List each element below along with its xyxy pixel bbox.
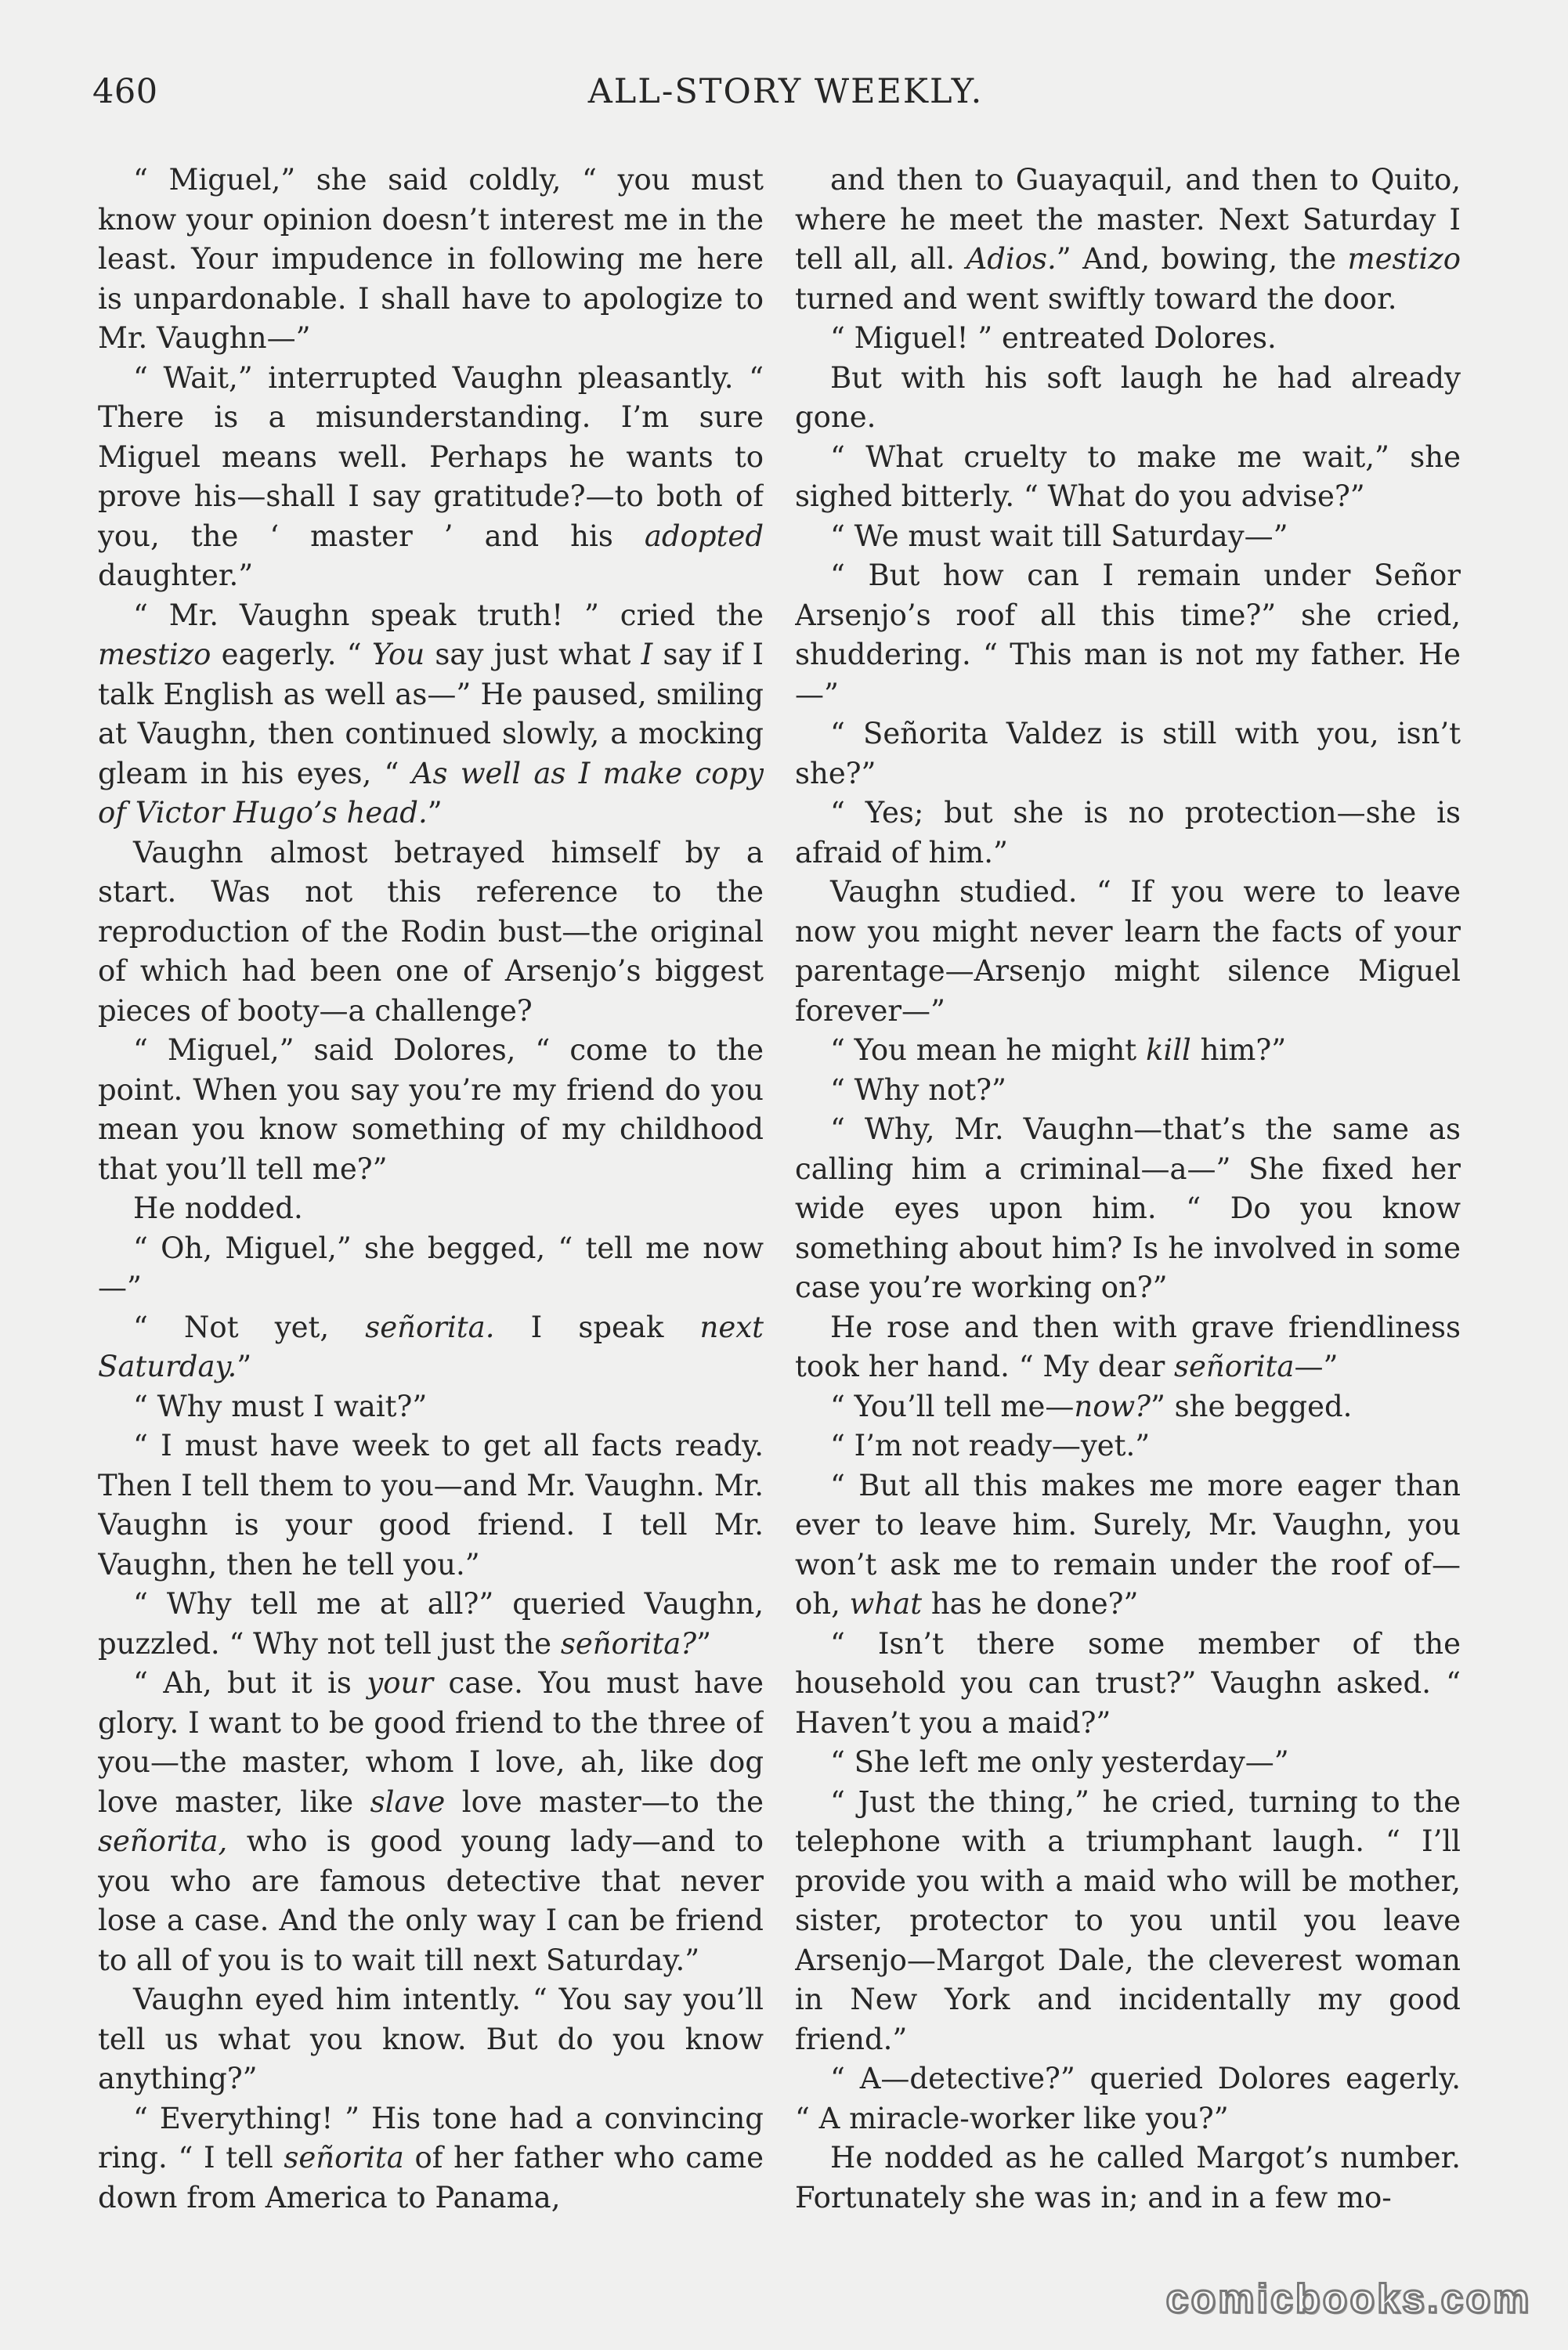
paragraph (795, 1466, 1461, 1625)
text-run: “ Everything! ” His tone had a convincing ring. “ I tell (98, 2101, 764, 2175)
paragraph (795, 1308, 1461, 1387)
paragraph (795, 873, 1461, 1031)
paragraph (98, 1387, 764, 1427)
text-run: “ Miguel! ” entreated Dolores. (830, 321, 1277, 355)
paragraph (98, 1189, 764, 1229)
text-run: ” And, bowing, the (1056, 242, 1348, 276)
paragraph (795, 1387, 1461, 1427)
paragraph (98, 2099, 764, 2218)
text-run: “ What cruelty to make me wait,” she sighed bitterly. “ What do you advise?” (795, 439, 1461, 513)
text-run: and then to Guayaquil, and then to Quito, where he meet the master. Next Saturday I tell all, all. (795, 163, 1461, 276)
paragraph (98, 1031, 764, 1189)
text-run: who is good young lady—and to you who are famous detective that never lose a case. And the only way I can be friend to all of you is to wait till next Saturday.” (98, 1824, 764, 1977)
italic-text-run: next Saturday. (98, 1310, 764, 1383)
text-run: “ But how can I remain under Señor Arsenjo’s roof all this time?” she cried, shuddering. “ This man is not my father. He—” (795, 559, 1461, 711)
text-run: “ Yes; but she is no protection—she is afraid of him.” (795, 796, 1461, 870)
text-run: “ Why, Mr. Vaughn—that’s the same as calling him a criminal—a—” She fixed her wide eyes upon him. “ Do you know something about him? Is he involved in some case you’re working on?” (795, 1112, 1461, 1304)
text-run: “ Wait,” interrupted Vaughn pleasantly. “ There is a misunderstanding. I’m sure Miguel means well. Perhaps he wants to prove his—shall I say gratitude?—to both of you, the ‘ master ’ and his (98, 360, 764, 553)
text-run: But with his soft laugh he had already gone. (795, 360, 1461, 434)
italic-text-run: señorita? (560, 1626, 697, 1661)
italic-text-run: what (849, 1587, 923, 1621)
text-run: —” (1294, 1350, 1339, 1383)
text-run: He nodded as he called Margot’s number. Fortunately she was in; and in a few mo- (795, 2141, 1461, 2214)
italic-text-run: your (367, 1666, 434, 1700)
paragraph (795, 556, 1461, 714)
italic-text-run: Adios. (966, 242, 1057, 276)
paragraph (98, 1585, 764, 1664)
italic-text-run: señorita, (98, 1824, 228, 1858)
paragraph (98, 1308, 764, 1387)
text-run: “ A—detective?” queried Dolores eagerly. “ A miracle-worker like you?” (795, 2062, 1461, 2135)
text-run: eagerly. “ (211, 638, 372, 671)
left-text-column (98, 161, 764, 2252)
italic-text-run: You (371, 638, 425, 671)
text-run: “ Oh, Miguel,” she begged, “ tell me now—” (98, 1231, 764, 1304)
text-run: ” (696, 1626, 712, 1661)
paragraph (795, 1426, 1461, 1466)
text-run: him?” (1190, 1033, 1287, 1067)
text-run: Vaughn studied. “ If you were to leave now you might never learn the facts of your parentage—Arsenjo might silence Miguel forever—” (795, 875, 1461, 1028)
paragraph (795, 714, 1461, 794)
text-run: Vaughn almost betrayed himself by a start. Was not this reference to the reproduction of the Rodin bust—the original of which had been one of Arsenjo’s biggest pieces of booty—a challenge? (98, 835, 764, 1028)
text-run: “ Just the thing,” he cried, turning to the telephone with a triumphant laugh. “ I’ll provide you with a maid who will be mother, sister, protector to you until you leave Arsenjo—Margot Dale, the cleverest woman in New York and incidentally my good friend.” (795, 1784, 1461, 2056)
paragraph (795, 1743, 1461, 1783)
text-run: say if I talk English as well as—” He paused, smiling at Vaughn, then continued slowly, a mocking gleam in his eyes, “ (98, 638, 764, 790)
paragraph (795, 2059, 1461, 2138)
paragraph (795, 1783, 1461, 2060)
text-run: “ She left me only yesterday—” (830, 1745, 1289, 1779)
paragraph (795, 319, 1461, 359)
text-run: “ Mr. Vaughn speak truth! ” cried the (133, 598, 764, 632)
text-run: “ Miguel,” she said coldly, “ you must know your opinion doesn’t interest me in the least. Your impudence in following me here is unpardonable. I shall have to apologize to Mr. Vaughn—” (98, 163, 764, 355)
paragraph (98, 1664, 764, 1980)
paragraph (795, 1071, 1461, 1111)
paragraph (795, 161, 1461, 319)
italic-text-run: señorita. (365, 1310, 495, 1344)
watermark-text: comicbooks.com (1165, 2276, 1532, 2322)
italic-text-run: señorita (284, 2141, 404, 2175)
text-run: of her father who came down from America to Panama, (98, 2141, 764, 2214)
italic-text-run: slave (370, 1784, 446, 1819)
italic-text-run: señorita (1174, 1350, 1295, 1383)
text-run: ” (237, 1350, 252, 1383)
text-run: has he done?” (922, 1587, 1139, 1621)
text-run: “ I must have week to get all facts ready. Then I tell them to you—and Mr. Vaughn. Mr. Vaughn is your good friend. I tell Mr. Vaughn, then he tell you.” (98, 1429, 764, 1582)
paragraph (795, 1031, 1461, 1071)
paragraph (98, 1426, 764, 1585)
italic-text-run: adopted (644, 519, 764, 553)
text-run: “ Ah, but it is (133, 1666, 367, 1700)
paragraph (98, 1980, 764, 2099)
text-run: “ Why tell me at all?” queried Vaughn, puzzled. “ Why not tell just the (98, 1587, 764, 1661)
text-run: “ Why not?” (830, 1072, 1006, 1107)
page-header (92, 72, 1479, 130)
text-run: ” she begged. (1150, 1389, 1353, 1423)
italic-text-run: mestizo (98, 638, 211, 671)
text-run: case. You must have glory. I want to be good friend to the three of you—the master, whom I love, ah, like dog love master, like (98, 1666, 764, 1819)
italic-text-run: now? (1074, 1389, 1151, 1423)
text-run: “ Señorita Valdez is still with you, isn’t she?” (795, 717, 1461, 790)
paragraph (795, 438, 1461, 517)
text-run: “ You mean he might (830, 1033, 1146, 1067)
text-run: love master—to the (445, 1784, 764, 1819)
right-text-column (795, 161, 1461, 2252)
paragraph (98, 1229, 764, 1308)
paragraph (98, 596, 764, 833)
text-run: “ Isn’t there some member of the household you can trust?” Vaughn asked. “ Haven’t you a maid?” (795, 1626, 1461, 1740)
paragraph (795, 1625, 1461, 1744)
text-run: He nodded. (133, 1191, 303, 1225)
text-run: say just what (425, 638, 641, 671)
paragraph (98, 161, 764, 359)
text-run: “ I’m not ready—yet.” (830, 1429, 1151, 1462)
paragraph (98, 359, 764, 596)
paragraph (98, 833, 764, 1032)
text-run: daughter.” (98, 559, 254, 592)
italic-text-run: As well as I make copy of Victor Hugo’s head. (98, 756, 764, 830)
paragraph (795, 359, 1461, 438)
text-run: “ Why must I wait?” (133, 1389, 428, 1423)
text-run: I speak (494, 1310, 700, 1344)
italic-text-run: kill (1145, 1033, 1191, 1067)
running-title: ALL-STORY WEEKLY. (587, 72, 984, 111)
text-run: “ You’ll tell me— (830, 1389, 1075, 1423)
text-run: “ Not yet, (133, 1310, 366, 1344)
italic-text-run: mestizo (1347, 242, 1461, 276)
text-run: He rose and then with grave friendliness took her hand. “ My dear (795, 1310, 1461, 1383)
page-number: 460 (92, 72, 158, 111)
text-run: Vaughn eyed him intently. “ You say you’ll tell us what you know. But do you know anything?” (98, 1983, 764, 2095)
paragraph (795, 1110, 1461, 1308)
text-run: “ Miguel,” said Dolores, “ come to the point. When you say you’re my friend do you mean you know something of my childhood that you’ll tell me?” (98, 1033, 764, 1186)
italic-text-run: I (641, 638, 653, 671)
text-run: ” (427, 796, 443, 830)
paragraph (795, 517, 1461, 557)
paragraph (795, 2138, 1461, 2218)
text-run: turned and went swiftly toward the door. (795, 281, 1397, 316)
watermark (1165, 2272, 1532, 2326)
text-run: “ But all this makes me more eager than ever to leave him. Surely, Mr. Vaughn, you won’t ask me to remain under the roof of—oh, (795, 1468, 1461, 1621)
text-run: “ We must wait till Saturday—” (830, 519, 1288, 553)
paragraph (795, 794, 1461, 873)
